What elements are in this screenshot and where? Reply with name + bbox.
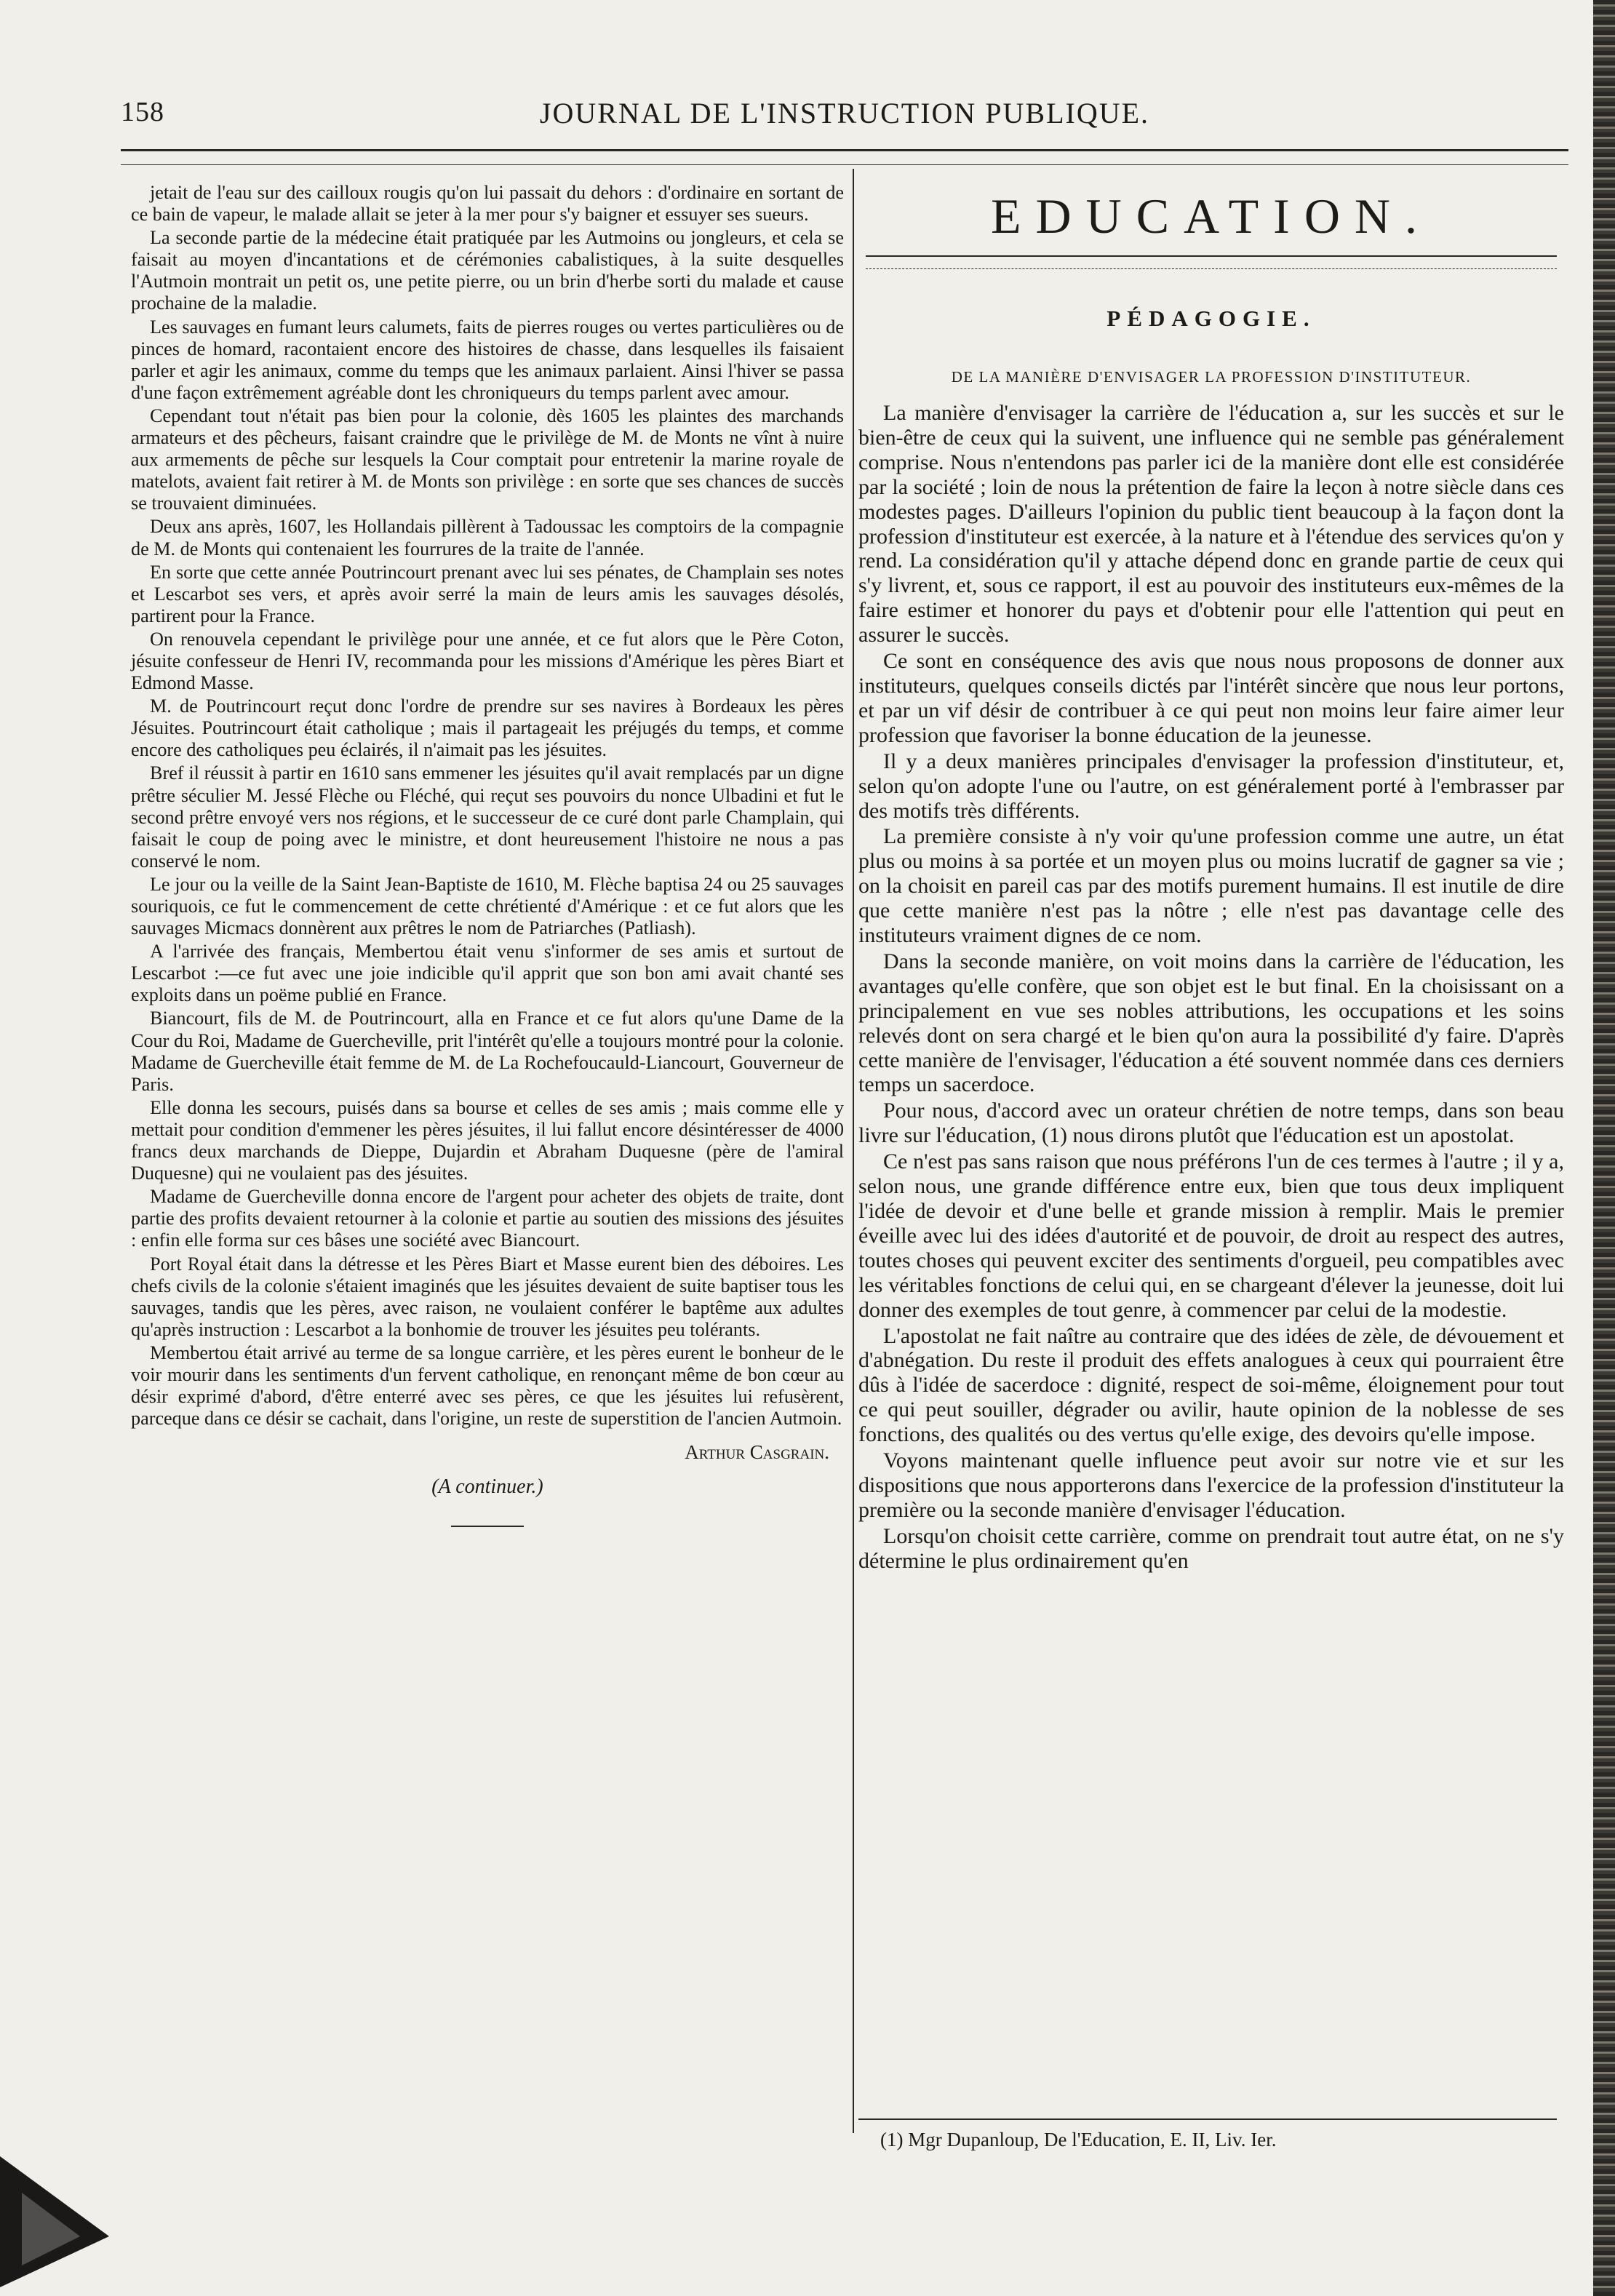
right-paragraph: Pour nous, d'accord avec un orateur chrétien de notre temps, dans son beau livre sur l'éducation, (1) nous dirons plutôt que l'éducation est un apostolat. — [858, 1099, 1564, 1148]
article-body — [858, 401, 1564, 1574]
right-paragraph: L'apostolat ne fait naître au contraire que des idées de zèle, de dévouement et d'abnégation. Du reste il produit des effets analogues à ceux qui pourraient être dûs à l'idée de sacerdoce : dignité, respect de soi-même, éloignement pour tout ce qui peut souiller, dégrader ou avilir, haute opinion de la noblesse de ses fonctions, des qualités ou des vertus qu'elle exige, des devoirs qu'elle impose. — [858, 1323, 1564, 1447]
left-paragraph: Cependant tout n'était pas bien pour la colonie, dès 1605 les plaintes des marchands armateurs et des pêcheurs, faisant craindre que le privilège de M. de Monts ne vînt à nuire aux armements de pêche sur lesquels la Cour comptait pour entretenir la marine royale de matelots, avaient fait retirer à M. de Monts son privilège : en sorte que ses chances de succès se trouvaient diminuées. — [131, 404, 844, 514]
right-paragraph: Voyons maintenant quelle influence peut avoir sur notre vie et sur les dispositions que nous apporterons dans l'exercice de la profession d'instituteur la première ou la seconde manière d'envisager l'éducation. — [858, 1448, 1564, 1522]
continued-note: (A continuer.) — [431, 1475, 543, 1499]
left-paragraph: Membertou était arrivé au terme de sa longue carrière, et les pères eurent le bonheur de le voir mourir dans les sentiments d'un fervent catholique, en renonçant même de bon cœur au désir exprimé d'abord, d'être enterré avec ses pères, ce que les jésuites lui refusèrent, parceque dans ce désir se cachait, dans l'origine, un reste de superstition de l'ancien Autmoin. — [131, 1342, 844, 1430]
page-edge — [1593, 0, 1615, 2296]
column-divider — [853, 169, 854, 2133]
journal-title: JOURNAL DE L'INSTRUCTION PUBLIQUE. — [539, 97, 1150, 129]
footnote-rule — [858, 2118, 1557, 2120]
left-paragraph: A l'arrivée des français, Membertou était venu s'informer de ses amis et surtout de Lescarbot :—ce fut avec une joie indicible qu'il apprit que son bon ami avait chanté ses exploits dans un poëme publié en France. — [131, 941, 844, 1006]
left-paragraph: En sorte que cette année Poutrincourt prenant avec lui ses pénates, de Champlain ses notes et Lescarbot ses vers, et après avoir serré la main de leurs amis les sauvages désolés, partirent pour la France. — [131, 561, 844, 626]
left-paragraph: On renouvela cependant le privilège pour une année, et ce fut alors que le Père Coton, jésuite confesseur de Henri IV, recommanda pour les missions d'Amérique les pères Biart et Edmond Masse. — [131, 628, 844, 694]
corner-mark — [0, 2156, 116, 2287]
article-heading: DE LA MANIÈRE D'ENVISAGER LA PROFESSION D'INSTITUTEUR. — [951, 368, 1472, 386]
left-paragraph: La seconde partie de la médecine était pratiquée par les Autmoins ou jongleurs, et cela se faisait au moyen d'incantations et de cérémonies cabalistiques, à la suite desquelles l'Autmoin montrait un petit os, une petite pierre, ou un brin d'herbe sorti du malade et cause prochaine de la maladie. — [131, 227, 844, 314]
left-paragraph: Port Royal était dans la détresse et les Pères Biart et Masse eurent bien des déboires. Les chefs civils de la colonie s'étaient imaginés que les jésuites devaient de suite baptiser tous les sauvages, tandis que les pères, avec raison, ne voulaient conférer le baptême aux adultes qu'après instruction : Lescarbot a la bonhomie de trouver les jésuites peu tolérants. — [131, 1253, 844, 1340]
left-paragraph: jetait de l'eau sur des cailloux rougis qu'on lui passait du dehors : d'ordinaire en sortant de ce bain de vapeur, le malade allait se jeter à la mer pour s'y baigner et essuyer ses sueurs. — [131, 182, 844, 226]
left-paragraph: M. de Poutrincourt reçut donc l'ordre de prendre sur ses navires à Bordeaux les pères Jésuites. Poutrincourt était catholique ; mais il partageait les préjugés du temps, et comme encore des catholiques peu éclairés, il n'aimait pas les jésuites. — [131, 695, 844, 761]
left-paragraph: Deux ans après, 1607, les Hollandais pillèrent à Tadoussac les comptoirs de la compagnie de M. de Monts qui contenaient les fourrures de la traite de l'année. — [131, 516, 844, 559]
right-paragraph: Dans la seconde manière, on voit moins dans la carrière de l'éducation, les avantages qu'elle confère, que son objet est le but final. En la choisissant on a principalement en vue ses nobles attributions, les occupations et les soins relevés dont on sera chargé et le bien qu'on aura la possibilité d'y faire. D'après cette manière de l'envisager, l'éducation a été souvent nommée dans ces derniers temps un sacerdoce. — [858, 949, 1564, 1097]
subsection-title: PÉDAGOGIE. — [1106, 306, 1316, 331]
section-title: EDUCATION. — [990, 188, 1432, 244]
left-paragraph: Biancourt, fils de M. de Poutrincourt, alla en France et ce fut alors qu'une Dame de la Cour du Roi, Madame de Guercheville, prit l'intérêt qu'elle a toujours montré pour la colonie. Madame de Guercheville était femme de M. de La Rochefoucauld-Liancourt, Gouverneur de Paris. — [131, 1008, 844, 1095]
left-paragraph: Le jour ou la veille de la Saint Jean-Baptiste de 1610, M. Flèche baptisa 24 ou 25 sauvages souriquois, ce fut le commencement de cette chrétienté d'Amérique : et ce fut alors que les sauvages Micmacs donnèrent aux prêtres le nom de Patriarches (Patliash). — [131, 873, 844, 939]
left-paragraph: Elle donna les secours, puisés dans sa bourse et celles de ses amis ; mais comme elle y mettait pour condition d'emmener les pères jésuites, il lui fallut encore désintéresser de 4000 francs deux marchands de Dieppe, Dujardin et Abraham Duquesne (père de l'amiral Duquesne) qui ne voulaient pas des jésuites. — [131, 1096, 844, 1184]
page-number: 158 — [121, 97, 164, 127]
closing-rule — [451, 1526, 524, 1527]
left-paragraph: Les sauvages en fumant leurs calumets, faits de pierres rouges ou vertes particulières ou de pinces de homard, racontaient encore des histoires de chasse, dans lesquelles ils faisaient parler et agir les animaux, comme du temps que les animaux parlaient. Ainsi l'hiver se passa d'une façon extrêmement agréable dont les chroniqueurs du temps parlent avec amour. — [131, 316, 844, 403]
right-paragraph: La manière d'envisager la carrière de l'éducation a, sur les succès et sur le bien-être de ceux qui la suivent, une influence qui ne semble pas généralement comprise. Nous n'entendons pas parler ici de la manière dont elle est considérée par la société ; loin de nous la prétention de faire la leçon à notre siècle dans ces modestes pages. D'ailleurs l'opinion du public tient beaucoup à la façon dont la profession d'instituteur est exercée, à la nature et à l'étendue des services qu'on y rend. La considération qu'il y attache dépend donc en grande partie de ceux qui s'y livrent, et, sous ce rapport, il est au pouvoir des instituteurs eux-mêmes de la faire estimer et honorer du pays et d'obtenir pour elle l'attention qui peut en assurer le succès. — [858, 401, 1564, 647]
right-paragraph: Lorsqu'on choisit cette carrière, comme on prendrait tout autre état, on ne s'y détermine le plus ordinairement qu'en — [858, 1523, 1564, 1573]
right-column — [858, 182, 1564, 2146]
left-paragraph: Bref il réussit à partir en 1610 sans emmener les jésuites qu'il avait remplacés par un digne prêtre séculier M. Jessé Flèche ou Fléché, qui reçut ses pouvoirs du nonce Ulbadini et fut le second prêtre envoyé vers nos régions, et le successeur de ce curé dont parle Champlain, qui faisait le coup de poing avec le ministre, et dont heureusement l'histoire ne nous a pas conservé le nom. — [131, 762, 844, 872]
left-column — [131, 182, 844, 2117]
footnote: (1) Mgr Dupanloup, De l'Education, E. II, Liv. Ier. — [880, 2129, 1277, 2150]
right-paragraph: Il y a deux manières principales d'envisager la profession d'instituteur, et, selon qu'on adopte l'une ou l'autre, on est généralement porté à l'embrasser par des motifs très différents. — [858, 749, 1564, 823]
author-signature: Arthur Casgrain. — [685, 1441, 829, 1464]
running-head — [121, 96, 1568, 140]
right-paragraph: Ce n'est pas sans raison que nous préférons l'un de ces termes à l'autre ; il y a, selon nous, une grande différence entre eux, bien que tous deux impliquent l'idée de devoir et d'une belle et grande mission à remplir. Mais le premier éveille avec lui des idées d'autorité et de pouvoir, de droit au respect des autres, toutes choses qui peuvent exciter des sentiments d'orgueil, peu compatibles avec les véritables fonctions de celui qui, en se chargeant d'élever la jeunesse, doit lui donner des exemples de tout genre, à commencer par celui de la modestie. — [858, 1149, 1564, 1322]
left-paragraph: Madame de Guercheville donna encore de l'argent pour acheter des objets de traite, dont partie des profits devaient retourner à la colonie et partie au soutien des missions des jésuites : enfin elle forma sur ces bâses une société avec Biancourt. — [131, 1186, 844, 1251]
right-paragraph: Ce sont en conséquence des avis que nous nous proposons de donner aux instituteurs, quelques conseils dictés par l'intérêt sincère que nous leur portons, et par un vif désir de contribuer à ce qui peut non moins leur faire aimer leur profession que favoriser la bonne éducation de la jeunesse. — [858, 649, 1564, 747]
header-rule — [121, 149, 1568, 165]
right-paragraph: La première consiste à n'y voir qu'une profession comme une autre, un état plus ou moins à sa portée et un moyen plus ou moins lucratif de gagner sa vie ; on la choisit en pareil cas par des motifs purement humains. Il est inutile de dire que cette manière n'est pas la nôtre ; elle n'est pas davantage celle des instituteurs vraiment dignes de ce nom. — [858, 824, 1564, 948]
section-rule — [866, 255, 1557, 269]
